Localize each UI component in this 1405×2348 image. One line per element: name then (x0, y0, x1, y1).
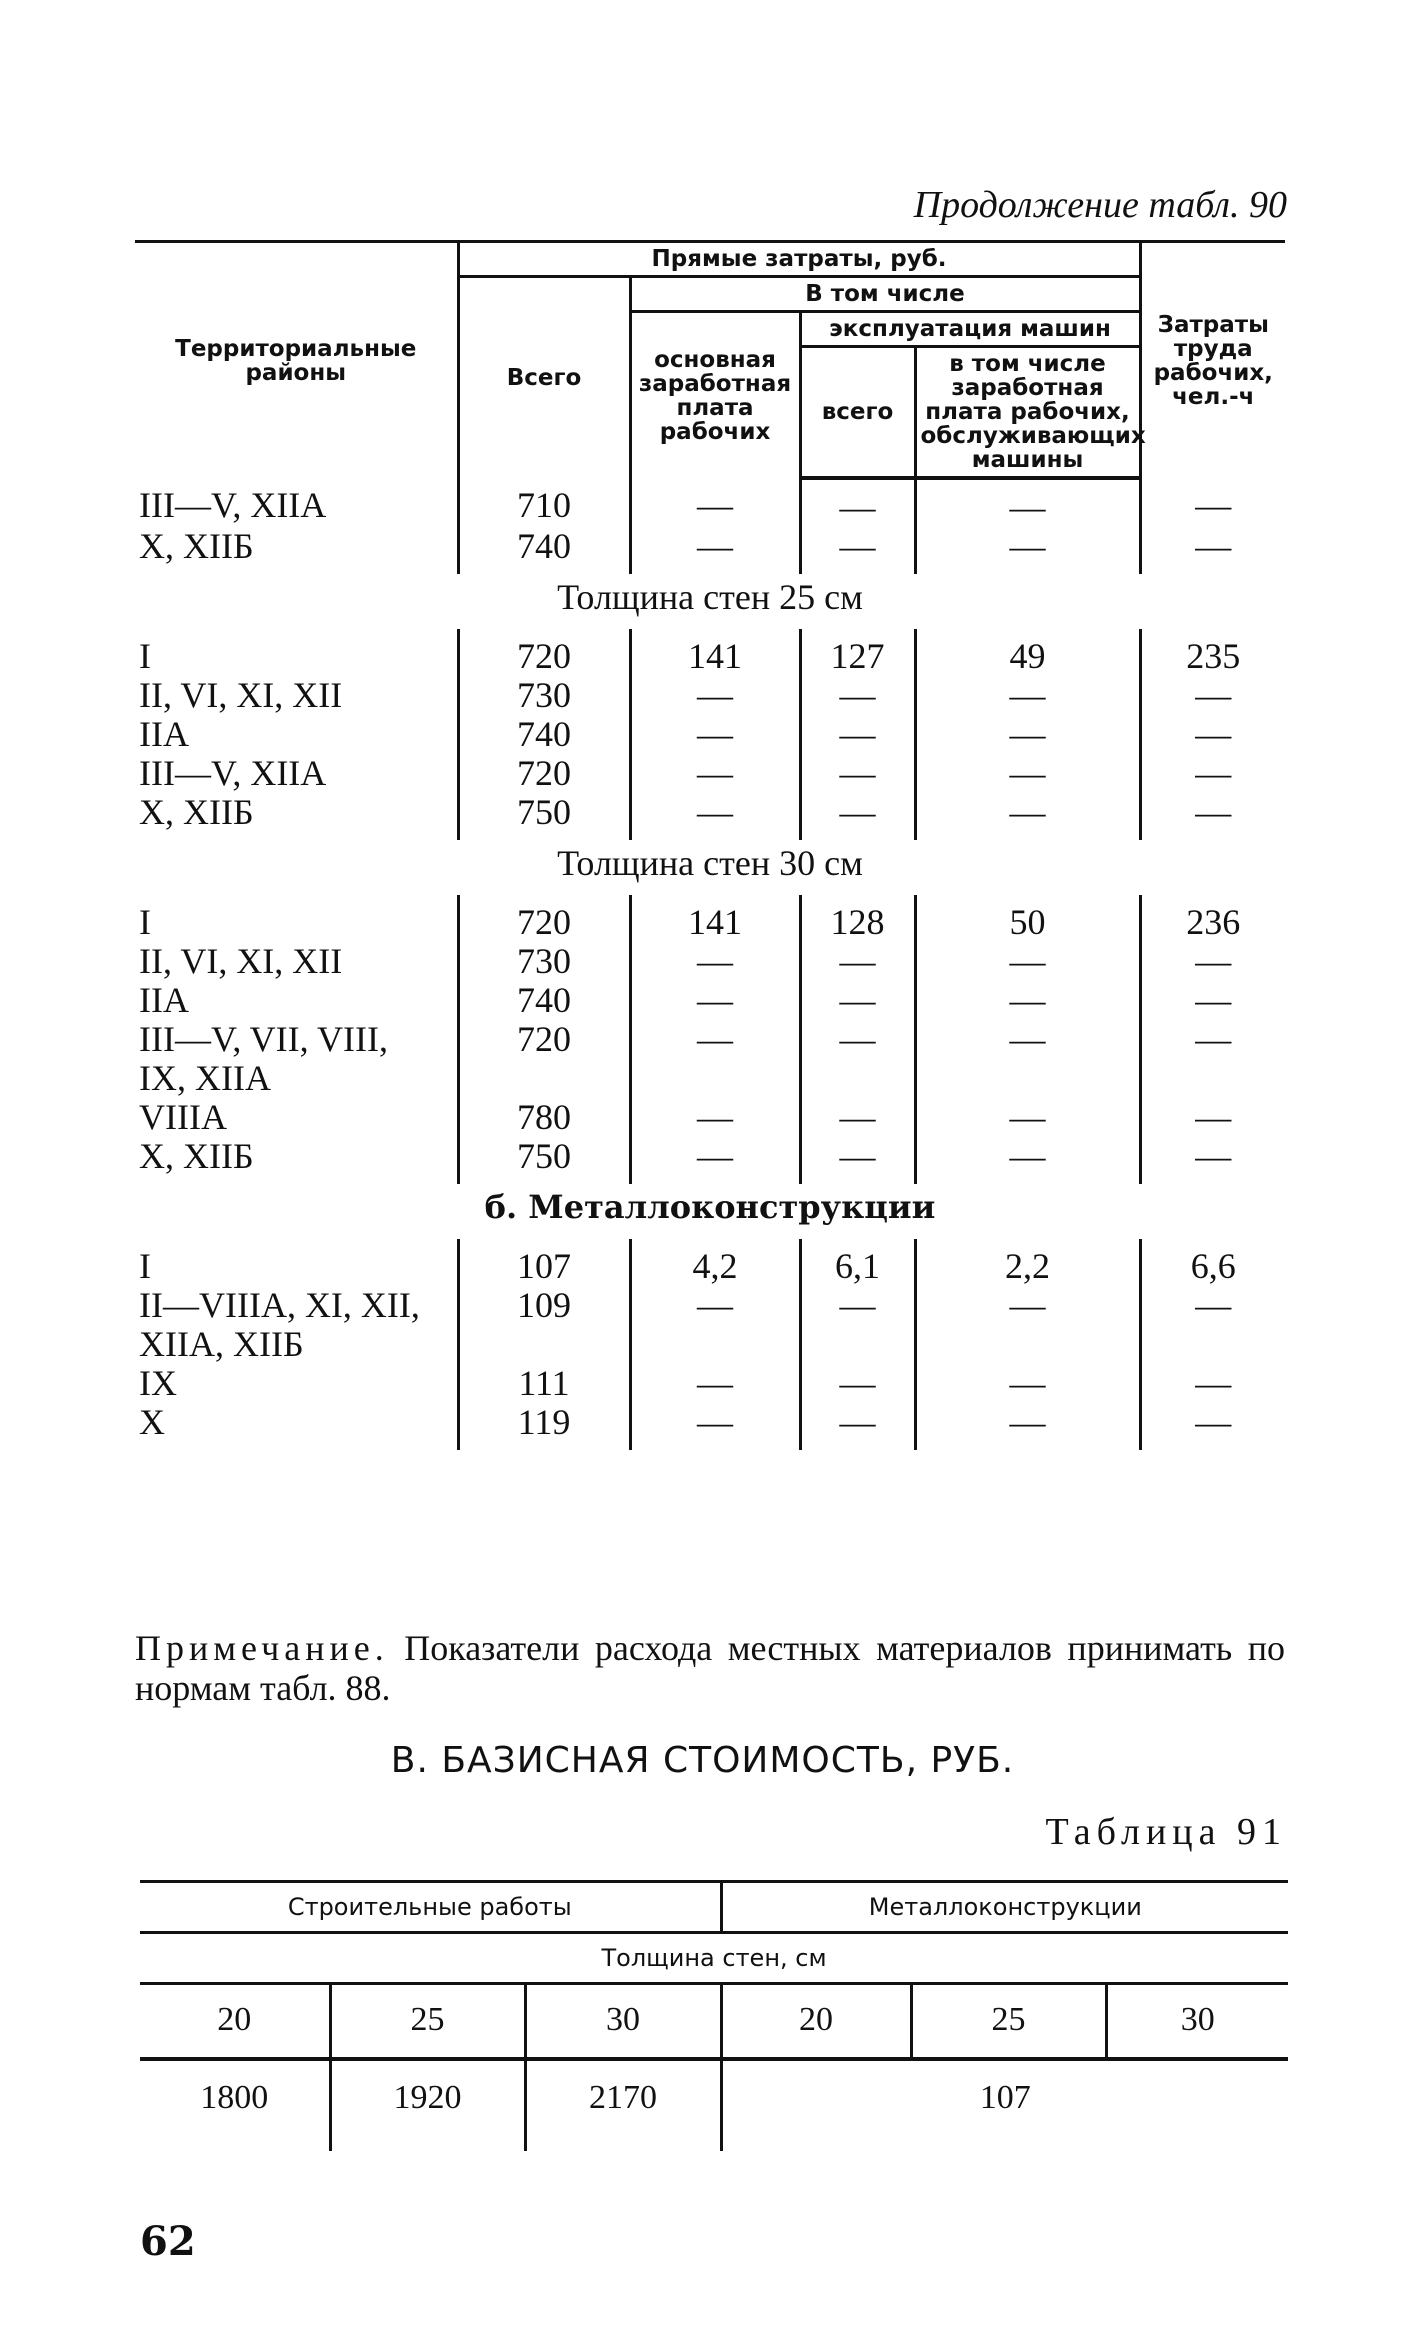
cell-mwage (915, 1059, 1140, 1098)
cell-wage: — (630, 1286, 800, 1325)
cell-labor: — (1140, 942, 1285, 981)
cell-wage: — (630, 793, 800, 840)
cell-labor: — (1140, 1403, 1285, 1450)
cell-labor: 6,6 (1140, 1239, 1285, 1286)
header-machine-wage: в том числе заработная плата рабочих, обслуживающих машины (915, 347, 1140, 479)
cell-region: II—VIIIA, XI, XII, (139, 1285, 420, 1325)
header-labor: Затраты труда рабочих, чел.-ч (1140, 242, 1285, 479)
col-metal-thickness-25: 25 (911, 1984, 1106, 2060)
header-including: В том числе (630, 277, 1140, 312)
cell-mwage: — (915, 981, 1140, 1020)
cell-total: 109 (458, 1286, 630, 1325)
col-metal-thickness-20: 20 (721, 1984, 911, 2060)
cell-labor: 236 (1140, 895, 1285, 942)
cell-total: 780 (458, 1098, 630, 1137)
cell-wage: — (630, 1137, 800, 1184)
cell-total: 740 (458, 527, 630, 574)
cell-wage: — (630, 676, 800, 715)
cell-wage: — (630, 1020, 800, 1059)
cell-mtotal: — (800, 715, 915, 754)
cell-mtotal: — (800, 1020, 915, 1059)
table-row (135, 715, 1285, 754)
cell-wage: 141 (630, 629, 800, 676)
cell-mwage: — (915, 676, 1140, 715)
cell-mwage: — (915, 1403, 1140, 1450)
table-row (135, 1137, 1285, 1184)
cell-region: X, XIIБ (139, 1136, 254, 1176)
table-row (135, 478, 1285, 527)
cell-total: 119 (458, 1403, 630, 1450)
table-row (135, 793, 1285, 840)
cell-mwage: — (915, 478, 1140, 527)
cell-region: I (139, 902, 151, 942)
cell-wage: 141 (630, 895, 800, 942)
cell-mwage: — (915, 715, 1140, 754)
cell-mwage: 49 (915, 629, 1140, 676)
cell-labor: — (1140, 1098, 1285, 1137)
cell-mtotal: — (800, 478, 915, 527)
cell-wage: — (630, 478, 800, 527)
cell-labor: — (1140, 754, 1285, 793)
cell-labor: — (1140, 981, 1285, 1020)
cell-total: 720 (458, 754, 630, 793)
value-construction-20: 1800 (200, 2079, 269, 2116)
table-91 (140, 1880, 1288, 2151)
cell-mtotal: — (800, 754, 915, 793)
cell-region: III—V, VII, VIII, (139, 1019, 388, 1059)
header-metal: Металлоконструкции (721, 1882, 1288, 1933)
cell-mtotal: — (800, 1364, 915, 1403)
cell-region: IIA (139, 714, 189, 754)
cell-total: 750 (458, 1137, 630, 1184)
cell-mwage: — (915, 1098, 1140, 1137)
cell-labor: — (1140, 527, 1285, 574)
cell-region: II, VI, XI, XII (139, 675, 343, 715)
cell-total (458, 1325, 630, 1364)
cell-wage (630, 1059, 800, 1098)
cell-wage: — (630, 1403, 800, 1450)
table-row (135, 629, 1285, 676)
table-row (135, 1403, 1285, 1450)
cell-wage: — (630, 754, 800, 793)
cell-mwage: — (915, 1286, 1140, 1325)
cell-mwage: — (915, 793, 1140, 840)
cell-labor: — (1140, 676, 1285, 715)
cell-mtotal: — (800, 981, 915, 1020)
cell-region: I (139, 1246, 151, 1286)
cell-total: 730 (458, 942, 630, 981)
cell-total: 720 (458, 629, 630, 676)
cell-mtotal: — (800, 1286, 915, 1325)
cell-mwage: 2,2 (915, 1239, 1140, 1286)
cell-total: 111 (458, 1364, 630, 1403)
note-label: Примечание. (135, 1628, 389, 1668)
cell-labor: 235 (1140, 629, 1285, 676)
page-number: 62 (140, 2218, 196, 2265)
cell-total: 710 (458, 478, 630, 527)
value-metal: 107 (721, 2059, 1288, 2151)
cell-mtotal: — (800, 1403, 915, 1450)
table-row (135, 1239, 1285, 1286)
header-base-wage: основная заработная плата рабочих (630, 312, 800, 479)
cell-labor: — (1140, 715, 1285, 754)
cell-region: X, XIIБ (139, 792, 254, 832)
cell-total: 720 (458, 1020, 630, 1059)
value-construction-25: 1920 (330, 2059, 525, 2151)
header-region: Территориальные районы (135, 242, 458, 479)
cell-wage: — (630, 981, 800, 1020)
cell-mtotal (800, 1059, 915, 1098)
table-row (135, 895, 1285, 942)
table-row (135, 1020, 1285, 1059)
cell-mwage: — (915, 527, 1140, 574)
cell-mtotal: — (800, 793, 915, 840)
header-machine-total: всего (800, 347, 915, 479)
note-text: Показатели расхода местных материалов принимать по нормам табл. 88. (135, 1628, 1285, 1708)
cell-mtotal: — (800, 676, 915, 715)
cell-mwage: — (915, 1137, 1140, 1184)
cell-mtotal: — (800, 1137, 915, 1184)
note (135, 1628, 1285, 1708)
cell-region: I (139, 636, 151, 676)
cell-mwage: — (915, 754, 1140, 793)
cell-region: X, XIIБ (139, 526, 254, 566)
cell-labor: — (1140, 1020, 1285, 1059)
table-row (135, 942, 1285, 981)
col-thickness-25: 25 (330, 1984, 525, 2060)
cell-labor: — (1140, 478, 1285, 527)
cell-mtotal: — (800, 942, 915, 981)
cell-labor: — (1140, 1286, 1285, 1325)
cell-mtotal: 6,1 (800, 1239, 915, 1286)
cell-mwage: 50 (915, 895, 1140, 942)
header-direct-costs: Прямые затраты, руб. (458, 242, 1140, 277)
cell-wage: — (630, 1098, 800, 1137)
continuation-title: Продолжение табл. 90 (913, 184, 1287, 226)
cell-mtotal: 127 (800, 629, 915, 676)
cell-total: 740 (458, 981, 630, 1020)
col-thickness-30: 30 (525, 1984, 721, 2060)
table-row (135, 527, 1285, 574)
cell-total: 720 (458, 895, 630, 942)
cell-region: III—V, XIIA (139, 753, 327, 793)
cell-mwage: — (915, 1020, 1140, 1059)
section-title: Толщина стен 25 см (557, 577, 863, 617)
header-total: Всего (458, 277, 630, 479)
cell-region: IX (139, 1363, 177, 1403)
cell-region: III—V, XIIA (139, 485, 327, 525)
table-row (135, 1059, 1285, 1098)
cell-mwage (915, 1325, 1140, 1364)
header-construction: Строительные работы (140, 1882, 721, 1933)
cell-total: 750 (458, 793, 630, 840)
cell-total: 730 (458, 676, 630, 715)
cell-region: X (139, 1402, 165, 1442)
cell-region: IX, XIIA (139, 1058, 271, 1098)
cell-mtotal: 128 (800, 895, 915, 942)
table-row (135, 676, 1285, 715)
table-row (135, 1325, 1285, 1364)
col-thickness-20: 20 (140, 1984, 330, 2060)
cell-wage: 4,2 (630, 1239, 800, 1286)
cell-wage: — (630, 1364, 800, 1403)
cell-total: 107 (458, 1239, 630, 1286)
cell-region: II, VI, XI, XII (139, 941, 343, 981)
section-title: б. Металлоконструкции (484, 1188, 936, 1226)
cell-mtotal: — (800, 527, 915, 574)
cell-total: 740 (458, 715, 630, 754)
cell-wage: — (630, 942, 800, 981)
cell-region: XIIA, XIIБ (139, 1324, 304, 1364)
table-90 (135, 240, 1285, 1450)
table-row (135, 1364, 1285, 1403)
cell-wage: — (630, 715, 800, 754)
cell-mtotal (800, 1325, 915, 1364)
table-row (135, 754, 1285, 793)
cell-wage: — (630, 527, 800, 574)
cell-wage (630, 1325, 800, 1364)
table-row (135, 981, 1285, 1020)
header-machine-operation: эксплуатация машин (800, 312, 1140, 347)
cell-labor (1140, 1059, 1285, 1098)
section-heading: В. БАЗИСНАЯ СТОИМОСТЬ, РУБ. (390, 1740, 1015, 1781)
cell-total (458, 1059, 630, 1098)
table-row (135, 1286, 1285, 1325)
cell-mtotal: — (800, 1098, 915, 1137)
col-metal-thickness-30: 30 (1106, 1984, 1288, 2060)
section-title: Толщина стен 30 см (557, 843, 863, 883)
cell-labor: — (1140, 1364, 1285, 1403)
table-91-label: Таблица 91 (1045, 1811, 1287, 1853)
value-construction-30: 2170 (525, 2059, 721, 2151)
cell-mwage: — (915, 942, 1140, 981)
cell-region: IIA (139, 980, 189, 1020)
table-row (135, 1098, 1285, 1137)
cell-labor: — (1140, 793, 1285, 840)
cell-labor: — (1140, 1137, 1285, 1184)
cell-region: VIIIA (139, 1097, 227, 1137)
cell-mwage: — (915, 1364, 1140, 1403)
cell-labor (1140, 1325, 1285, 1364)
header-thickness: Толщина стен, см (140, 1933, 1288, 1984)
